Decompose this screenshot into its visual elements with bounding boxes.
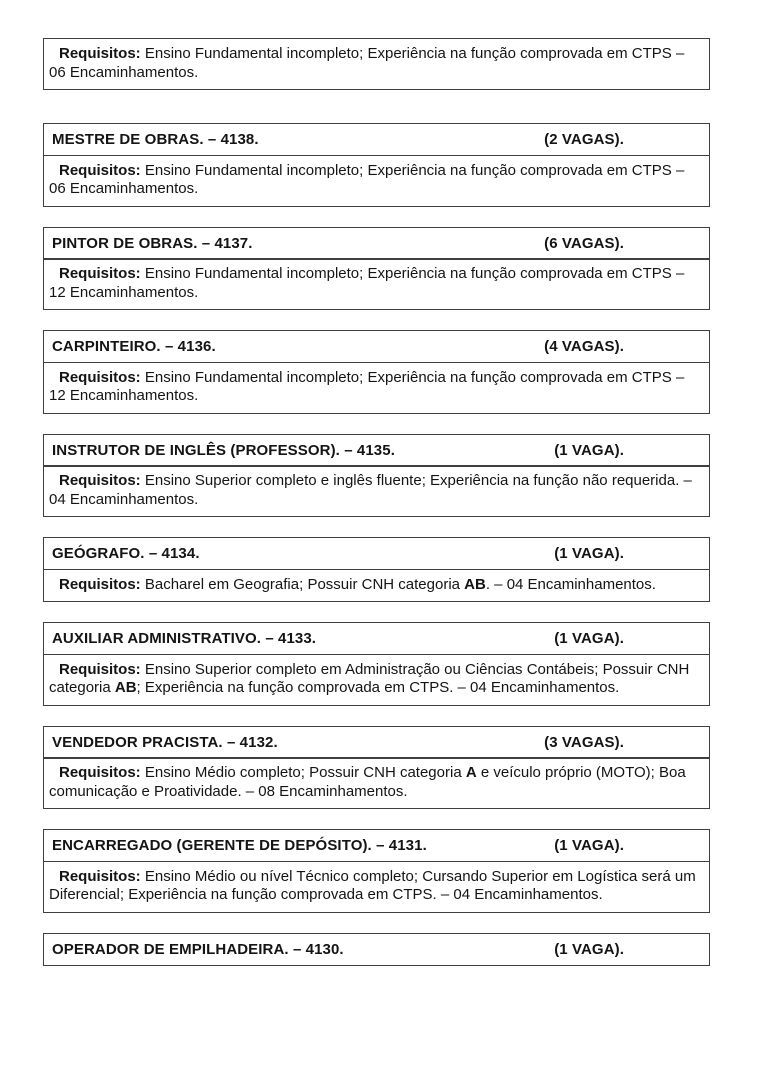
job-vacancies-count: (1 VAGA). (554, 837, 624, 854)
job-title: GEÓGRAFO. – 4134. (52, 545, 200, 562)
job-title-row (43, 933, 710, 966)
job-title-row (43, 537, 710, 570)
requirements-bold-text: Requisitos: (59, 45, 141, 62)
job-listing (43, 38, 710, 90)
job-listing (43, 330, 710, 414)
requirements-text: Ensino Médio completo; Possuir CNH categoria (140, 764, 466, 781)
job-title-row (43, 622, 710, 655)
job-title: CARPINTEIRO. – 4136. (52, 338, 216, 355)
job-title-row (43, 123, 710, 156)
job-requirements (43, 465, 710, 517)
job-title: VENDEDOR PRACISTA. – 4132. (52, 733, 278, 751)
job-listing (43, 537, 710, 602)
requirements-bold-text: Requisitos: (59, 764, 141, 781)
requirements-text: Ensino Médio ou nível Técnico completo; Cursando Superior em Logística será um Diferencial; Experiência na função comprovada em CTPS. – 04 Encaminhamentos. (49, 867, 696, 903)
requirements-text: e veículo próprio (MOTO); Boa comunicação e Proatividade. – 08 Encaminhamentos. (49, 764, 686, 800)
job-title: MESTRE DE OBRAS. – 4138. (52, 131, 259, 148)
job-vacancies-count: (1 VAGA). (554, 545, 624, 562)
job-vacancies-count: (1 VAGA). (554, 940, 624, 958)
requirements-text: Ensino Fundamental incompleto; Experiência na função comprovada em CTPS – 06 Encaminhamentos. (49, 45, 685, 81)
job-title: PINTOR DE OBRAS. – 4137. (52, 234, 253, 252)
job-requirements (43, 155, 710, 207)
requirements-bold-text: Requisitos: (59, 368, 141, 386)
job-requirements (43, 654, 710, 706)
job-requirements (43, 38, 710, 90)
requirements-text: Ensino Fundamental incompleto; Experiência na função comprovada em CTPS – 12 Encaminhamentos. (49, 265, 685, 301)
job-vacancies-count: (3 VAGAS). (544, 733, 624, 751)
requirements-text: Ensino Superior completo e inglês fluente; Experiência na função não requerida. – 04 Encaminhamentos. (49, 472, 692, 508)
requirements-bold-text: AB (114, 679, 137, 696)
job-title: OPERADOR DE EMPILHADEIRA. – 4130. (52, 940, 344, 958)
requirements-bold-text: Requisitos: (59, 472, 141, 489)
requirements-text: Ensino Fundamental incompleto; Experiência na função comprovada em CTPS – 06 Encaminhamentos. (49, 161, 685, 197)
job-listing (43, 933, 710, 966)
job-title-row (43, 726, 710, 759)
requirements-bold-text: Requisitos: (59, 867, 141, 885)
job-requirements (43, 569, 710, 603)
requirements-text: . – 04 Encaminhamentos. (485, 575, 656, 593)
requirements-bold-text: A (465, 764, 477, 781)
job-listing (43, 434, 710, 518)
requirements-bold-text: Requisitos: (59, 265, 141, 282)
requirements-bold-text: Requisitos: (59, 161, 141, 179)
job-vacancies-count: (4 VAGAS). (544, 338, 624, 355)
job-vacancies-count: (6 VAGAS). (544, 234, 624, 252)
job-listing (43, 726, 710, 810)
job-requirements (43, 362, 710, 414)
job-title-row (43, 434, 710, 467)
job-vacancies-count: (2 VAGAS). (544, 131, 624, 148)
requirements-bold-text: Requisitos: (59, 660, 141, 678)
requirements-bold-text: AB (464, 575, 486, 593)
job-listing (43, 227, 710, 311)
requirements-text: Ensino Superior completo em Administração ou Ciências Contábeis; Possuir CNH categoria (49, 660, 690, 696)
job-requirements (43, 258, 710, 310)
job-title: AUXILIAR ADMINISTRATIVO. – 4133. (52, 630, 317, 647)
job-title-row (43, 227, 710, 260)
job-requirements (43, 757, 710, 809)
job-title: INSTRUTOR DE INGLÊS (PROFESSOR). – 4135. (52, 441, 395, 459)
requirements-text: ; Experiência na função comprovada em CTPS. – 04 Encaminhamentos. (136, 679, 620, 696)
job-listing (43, 123, 710, 207)
job-requirements (43, 861, 710, 913)
job-title: ENCARREGADO (GERENTE DE DEPÓSITO). – 4131. (52, 837, 427, 854)
job-list (43, 38, 710, 966)
requirements-bold-text: Requisitos: (59, 575, 141, 593)
job-vacancies-count: (1 VAGA). (554, 441, 624, 459)
job-vacancies-count: (1 VAGA). (554, 630, 624, 647)
requirements-text: Bacharel em Geografia; Possuir CNH categoria (140, 575, 465, 593)
job-title-row (43, 330, 710, 363)
requirements-text: Ensino Fundamental incompleto; Experiência na função comprovada em CTPS – 12 Encaminhamentos. (49, 368, 685, 404)
job-listing (43, 622, 710, 706)
job-title-row (43, 829, 710, 862)
job-listing (43, 829, 710, 913)
